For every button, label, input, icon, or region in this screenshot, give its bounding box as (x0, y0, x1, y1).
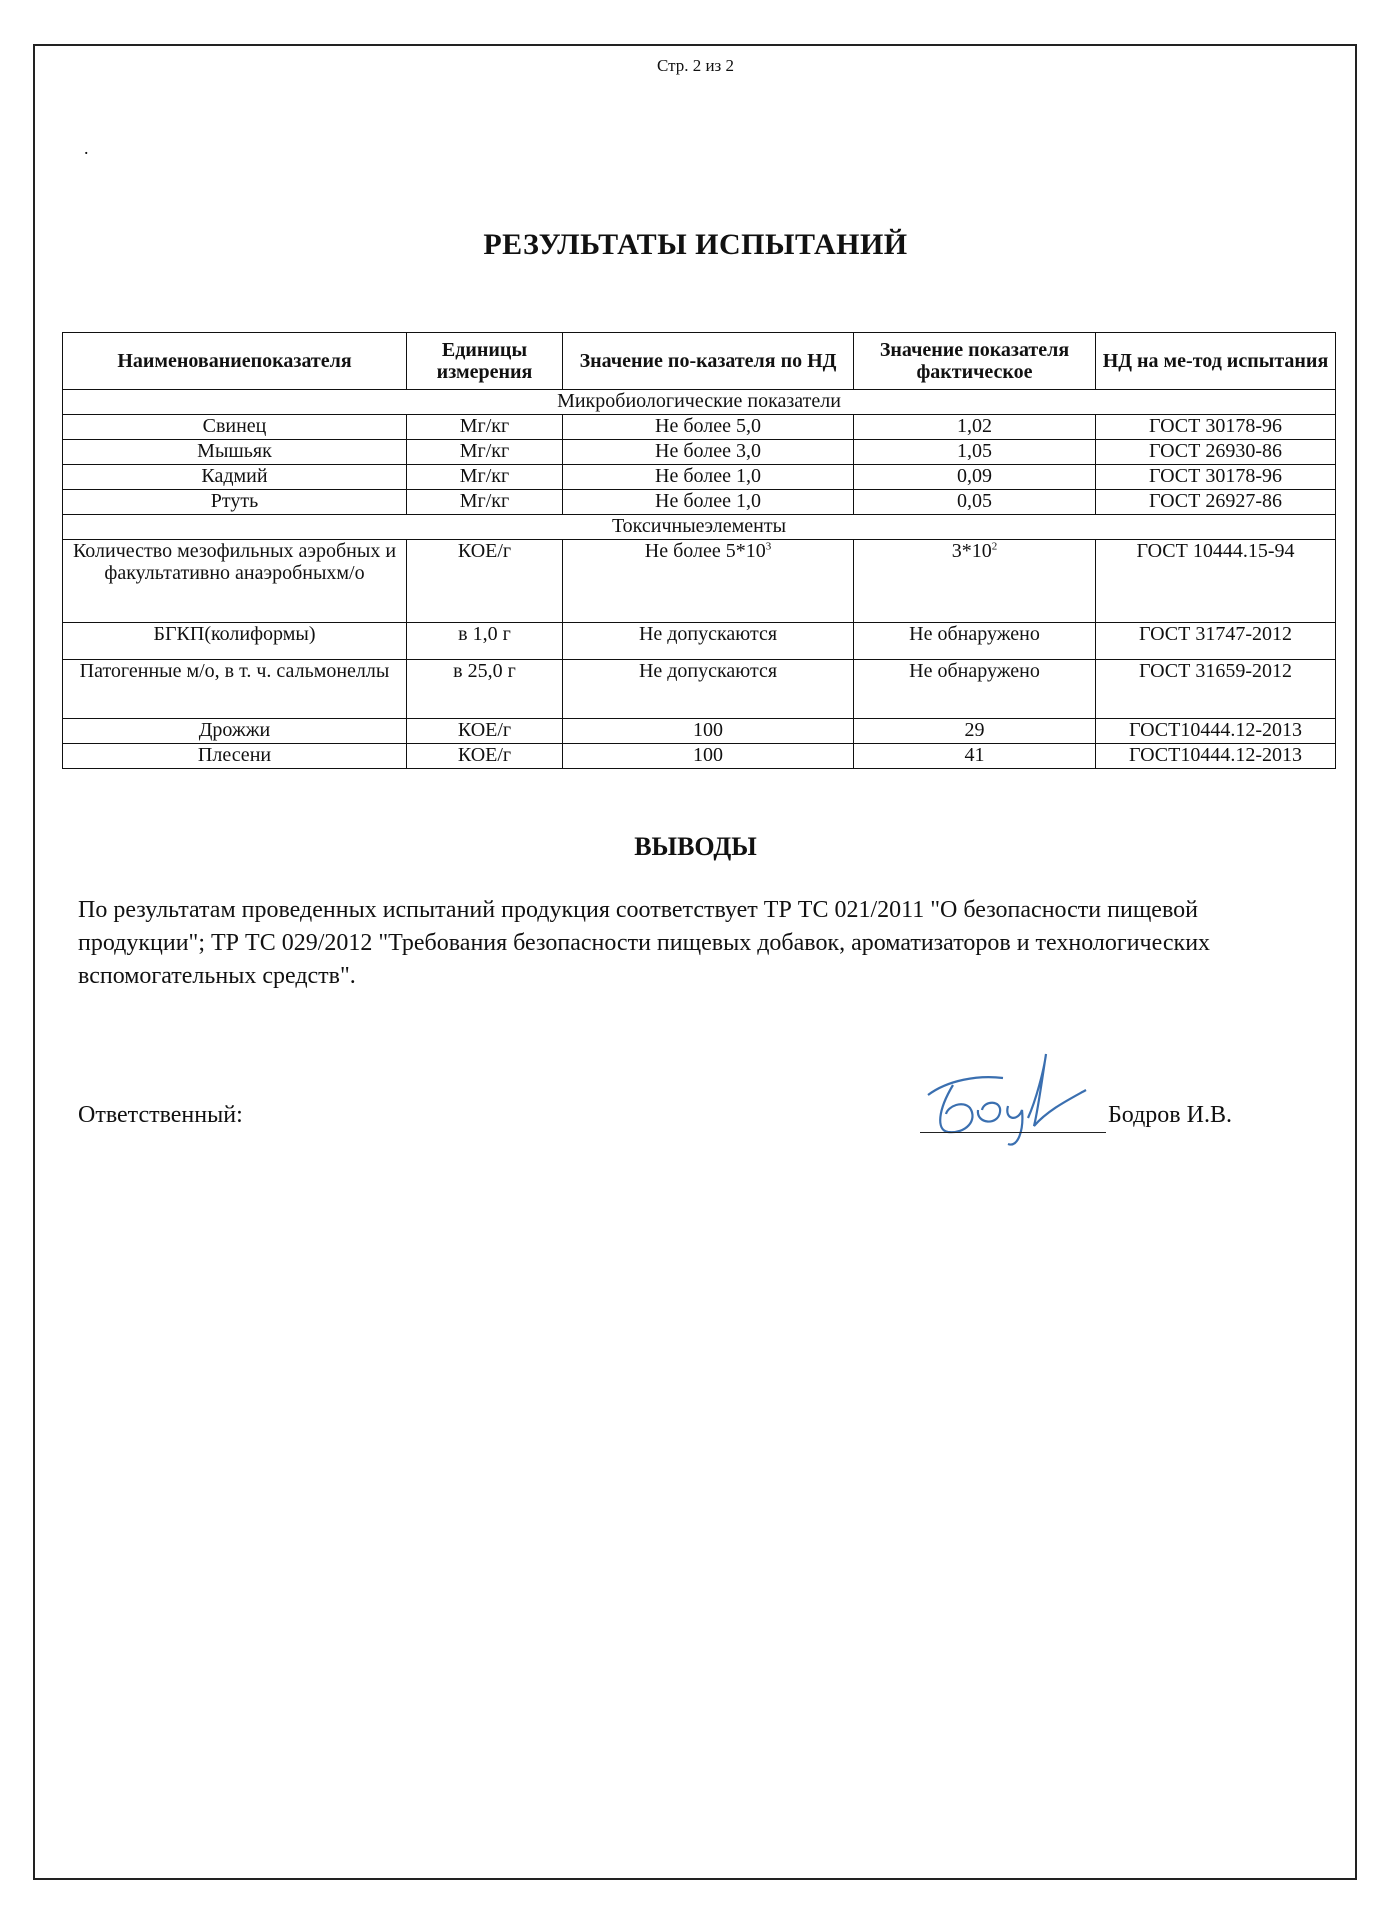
cell-method: ГОСТ 26927-86 (1096, 490, 1336, 515)
conclusion-text: По результатам проведенных испытаний продукция соответствует ТР ТС 021/2011 "О безопасности пищевой продукции"; ТР ТС 029/2012 "Требования безопасности пищевых добавок, ароматизаторов и технологических вспомогательных средств". (78, 897, 1211, 989)
conclusion-title: ВЫВОДЫ (634, 832, 757, 861)
header-indicator: Наименованиепоказателя (63, 333, 407, 390)
cell-name: Ртуть (63, 490, 407, 515)
cell-norm: Не более 1,0 (563, 490, 854, 515)
header-unit: Единицы измерения (407, 333, 563, 390)
table-row (63, 623, 1336, 660)
cell-actual: 41 (854, 744, 1096, 769)
cell-method: ГОСТ 31659-2012 (1096, 660, 1336, 719)
section-row (63, 390, 1336, 415)
cell-unit: Мг/кг (407, 440, 563, 465)
table-row (63, 719, 1336, 744)
table-row (63, 744, 1336, 769)
cell-norm (563, 540, 854, 623)
cell-norm: Не более 5,0 (563, 415, 854, 440)
header-actual: Значение показателя фактическое (854, 333, 1096, 390)
signature-line (920, 1132, 1106, 1133)
cell-method: ГОСТ 10444.15-94 (1096, 540, 1336, 623)
actual-exponent: 2 (991, 540, 998, 553)
handwritten-signature-icon (908, 1040, 1098, 1150)
norm-base: Не более 5*10 (644, 540, 766, 562)
results-table (62, 332, 1336, 769)
cell-norm: Не более 3,0 (563, 440, 854, 465)
header-norm: Значение по-казателя по НД (563, 333, 854, 390)
section-row (63, 515, 1336, 540)
cell-actual: 0,09 (854, 465, 1096, 490)
table-header-row (63, 333, 1336, 390)
cell-norm: Не допускаются (563, 623, 854, 660)
table-row (63, 465, 1336, 490)
section-label: Токсичныеэлементы (63, 515, 1336, 540)
cell-name: Кадмий (63, 465, 407, 490)
cell-actual: 1,02 (854, 415, 1096, 440)
cell-norm: Не более 1,0 (563, 465, 854, 490)
cell-unit: Мг/кг (407, 465, 563, 490)
cell-name: Патогенные м/о, в т. ч. сальмонеллы (63, 660, 407, 719)
cell-unit: Мг/кг (407, 415, 563, 440)
table-row (63, 440, 1336, 465)
cell-name: Плесени (63, 744, 407, 769)
cell-actual (854, 540, 1096, 623)
section-label: Микробиологические показатели (63, 390, 1336, 415)
cell-name: Дрожжи (63, 719, 407, 744)
page-number: Стр. 2 из 2 (656, 56, 735, 75)
table-row (63, 660, 1336, 719)
cell-method: ГОСТ10444.12-2013 (1096, 719, 1336, 744)
cell-name: Свинец (63, 415, 407, 440)
responsible-label: Ответственный: (78, 1102, 243, 1128)
cell-norm: 100 (563, 719, 854, 744)
table-row (63, 490, 1336, 515)
cell-actual: 0,05 (854, 490, 1096, 515)
actual-base: 3*10 (951, 540, 992, 562)
cell-unit: КОЕ/г (407, 744, 563, 769)
cell-actual: Не обнаружено (854, 623, 1096, 660)
cell-method: ГОСТ 30178-96 (1096, 465, 1336, 490)
cell-name: БГКП(колиформы) (63, 623, 407, 660)
header-method: НД на ме-тод испытания (1096, 333, 1336, 390)
cell-unit: КОЕ/г (407, 719, 563, 744)
cell-unit: Мг/кг (407, 490, 563, 515)
cell-method: ГОСТ 31747-2012 (1096, 623, 1336, 660)
cell-name: Мышьяк (63, 440, 407, 465)
cell-norm: 100 (563, 744, 854, 769)
dot-mark: . (84, 138, 89, 158)
cell-unit: КОЕ/г (407, 540, 563, 623)
cell-unit: в 25,0 г (407, 660, 563, 719)
cell-actual: 1,05 (854, 440, 1096, 465)
cell-actual: Не обнаружено (854, 660, 1096, 719)
table-row (63, 415, 1336, 440)
table-row (63, 540, 1336, 623)
cell-method: ГОСТ 30178-96 (1096, 415, 1336, 440)
document-title: РЕЗУЛЬТАТЫ ИСПЫТАНИЙ (483, 228, 908, 261)
cell-name: Количество мезофильных аэробных и факультативно анаэробныхм/о (63, 540, 407, 623)
cell-actual: 29 (854, 719, 1096, 744)
cell-unit: в 1,0 г (407, 623, 563, 660)
cell-method: ГОСТ10444.12-2013 (1096, 744, 1336, 769)
cell-norm: Не допускаются (563, 660, 854, 719)
responsible-name: Бодров И.В. (1108, 1102, 1232, 1128)
norm-exponent: 3 (765, 540, 772, 553)
cell-method: ГОСТ 26930-86 (1096, 440, 1336, 465)
